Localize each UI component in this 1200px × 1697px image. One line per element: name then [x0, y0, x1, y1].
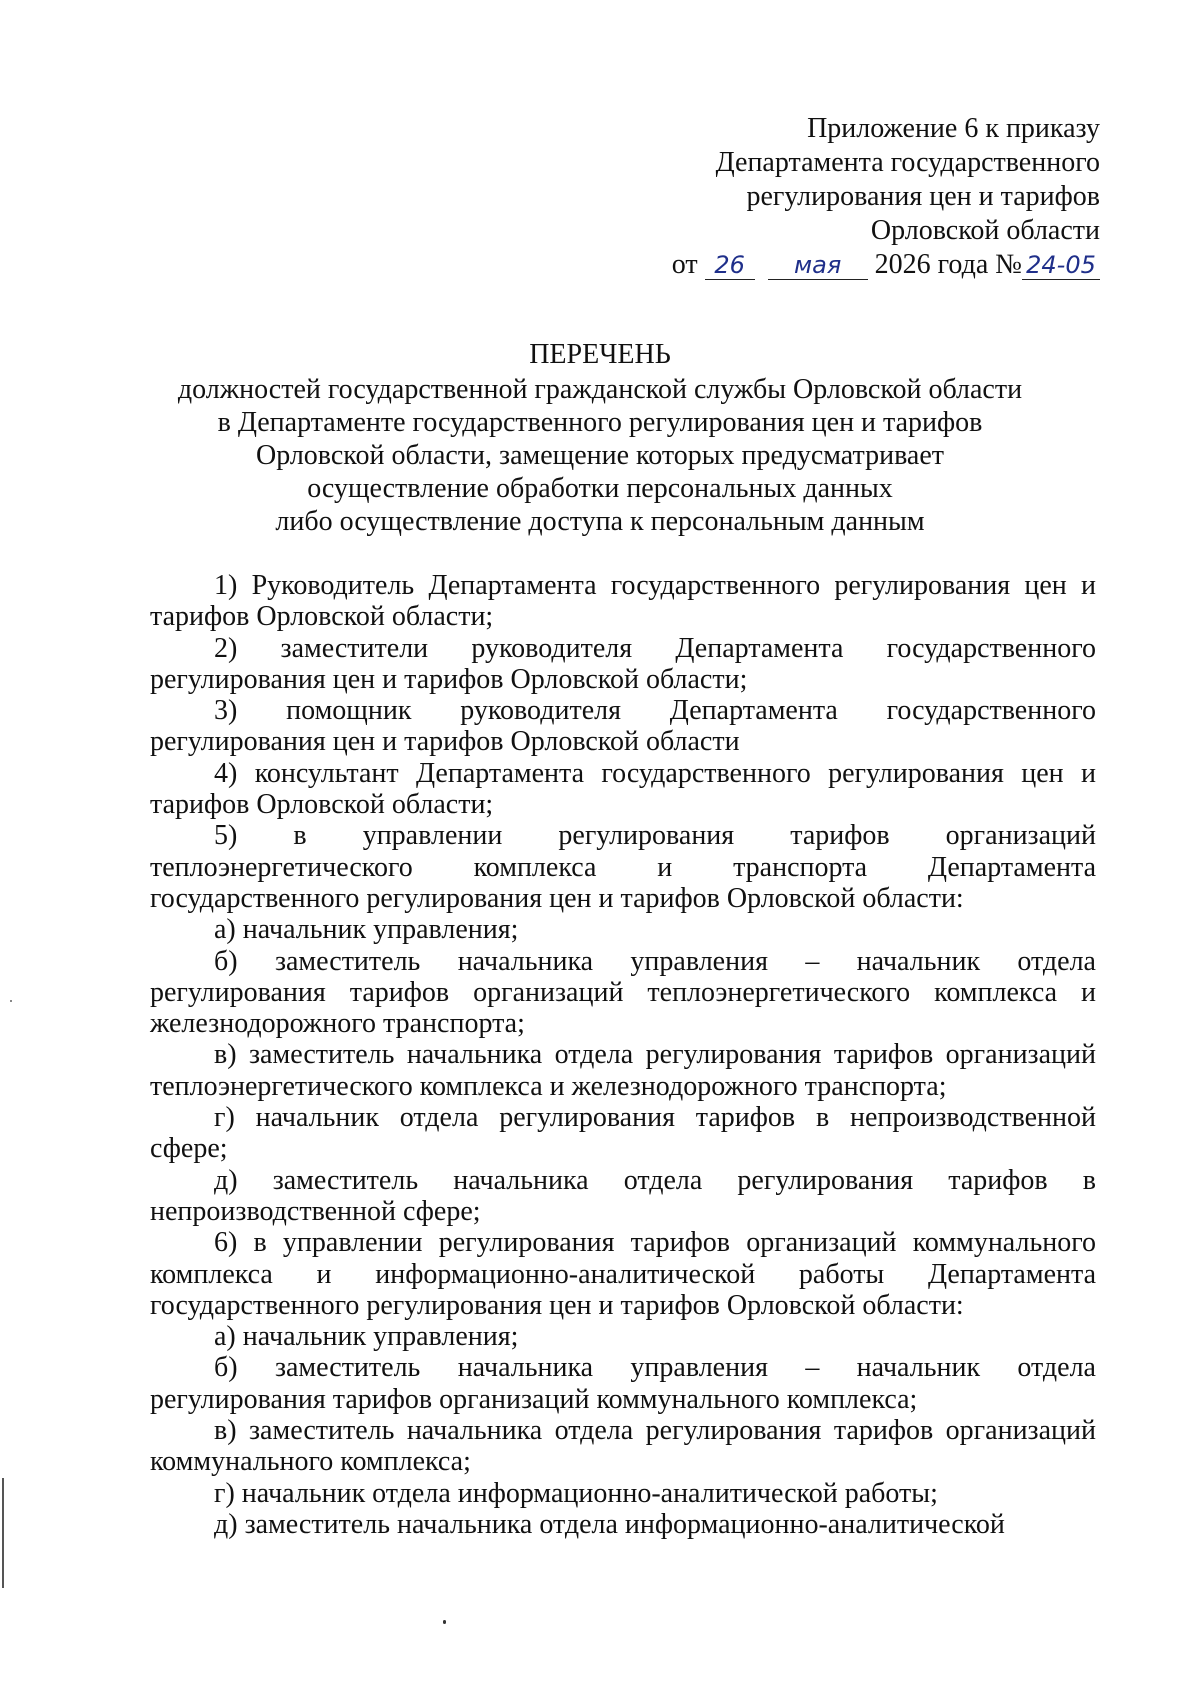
scan-mark-left	[2, 1478, 4, 1588]
header-date-line	[540, 248, 1100, 282]
sub-item: д) заместитель начальника отдела регулирования тарифов в непроизводственной сфере;	[150, 1164, 1096, 1227]
list-item: 2) заместители руководителя Департамента государственного регулирования цен и тарифов Орловской области;	[150, 632, 1096, 695]
header-line-3: регулирования цен и тарифов	[746, 181, 1100, 212]
sub-item: г) начальник отдела регулирования тарифов в непроизводственной сфере;	[150, 1102, 1096, 1165]
sub-item: б) заместитель начальника управления – начальник отдела регулирования тарифов организаций коммунального комплекса;	[150, 1352, 1096, 1415]
scan-dot-bottom	[443, 1620, 446, 1624]
document-body	[150, 570, 1096, 1540]
sub-item: г) начальник отдела информационно-аналитической работы;	[214, 1477, 938, 1509]
date-prefix: от	[671, 249, 698, 280]
handwritten-doc-number: 24-05	[1022, 251, 1100, 280]
date-year: 2026 года №	[874, 249, 1022, 280]
handwritten-day: 26	[705, 251, 755, 280]
title-line-5: либо осуществление доступа к персональным данным	[275, 506, 925, 537]
sub-item: д) заместитель начальника отдела информационно-аналитической	[214, 1508, 1005, 1540]
title-line-2: в Департаменте государственного регулирования цен и тарифов	[217, 407, 983, 438]
title-line-1: должностей государственной гражданской службы Орловской области	[177, 374, 1023, 405]
header-line-2: Департамента государственного	[715, 147, 1100, 178]
header-line-4: Орловской области	[870, 215, 1100, 246]
list-item: 4) консультант Департамента государственного регулирования цен и тарифов Орловской области;	[150, 757, 1096, 821]
list-item: 3) помощник руководителя Департамента государственного регулирования цен и тарифов Орловской области	[150, 695, 1096, 758]
document-title: ПЕРЕЧЕНЬ	[529, 339, 671, 370]
handwritten-month: мая	[768, 251, 868, 280]
list-item: 5) в управлении регулирования тарифов организаций теплоэнергетического комплекса и транспорта Департамента государственного регулирования цен и тарифов Орловской области:	[150, 820, 1096, 914]
list-item: 1) Руководитель Департамента государственного регулирования цен и тарифов Орловской области;	[150, 570, 1096, 633]
appendix-header	[540, 112, 1100, 282]
sub-item: б) заместитель начальника управления – начальник отдела регулирования тарифов организаций теплоэнергетического комплекса и железнодорожного транспорта;	[150, 945, 1096, 1040]
sub-item: в) заместитель начальника отдела регулирования тарифов организаций коммунального комплекса;	[150, 1415, 1096, 1478]
document-title-block	[0, 338, 1200, 538]
sub-item: в) заместитель начальника отдела регулирования тарифов организаций теплоэнергетического комплекса и железнодорожного транспорта;	[150, 1039, 1096, 1102]
scan-dot-left	[10, 1000, 12, 1002]
title-line-4: осуществление обработки персональных данных	[307, 473, 893, 504]
list-item: 6) в управлении регулирования тарифов организаций коммунального комплекса и информационно-аналитической работы Департамента государственного регулирования цен и тарифов Орловской области:	[150, 1227, 1096, 1321]
title-line-3: Орловской области, замещение которых предусматривает	[255, 440, 945, 471]
header-line-1: Приложение 6 к приказу	[807, 113, 1100, 144]
sub-item: а) начальник управления;	[214, 914, 519, 946]
sub-item: а) начальник управления;	[214, 1321, 519, 1353]
